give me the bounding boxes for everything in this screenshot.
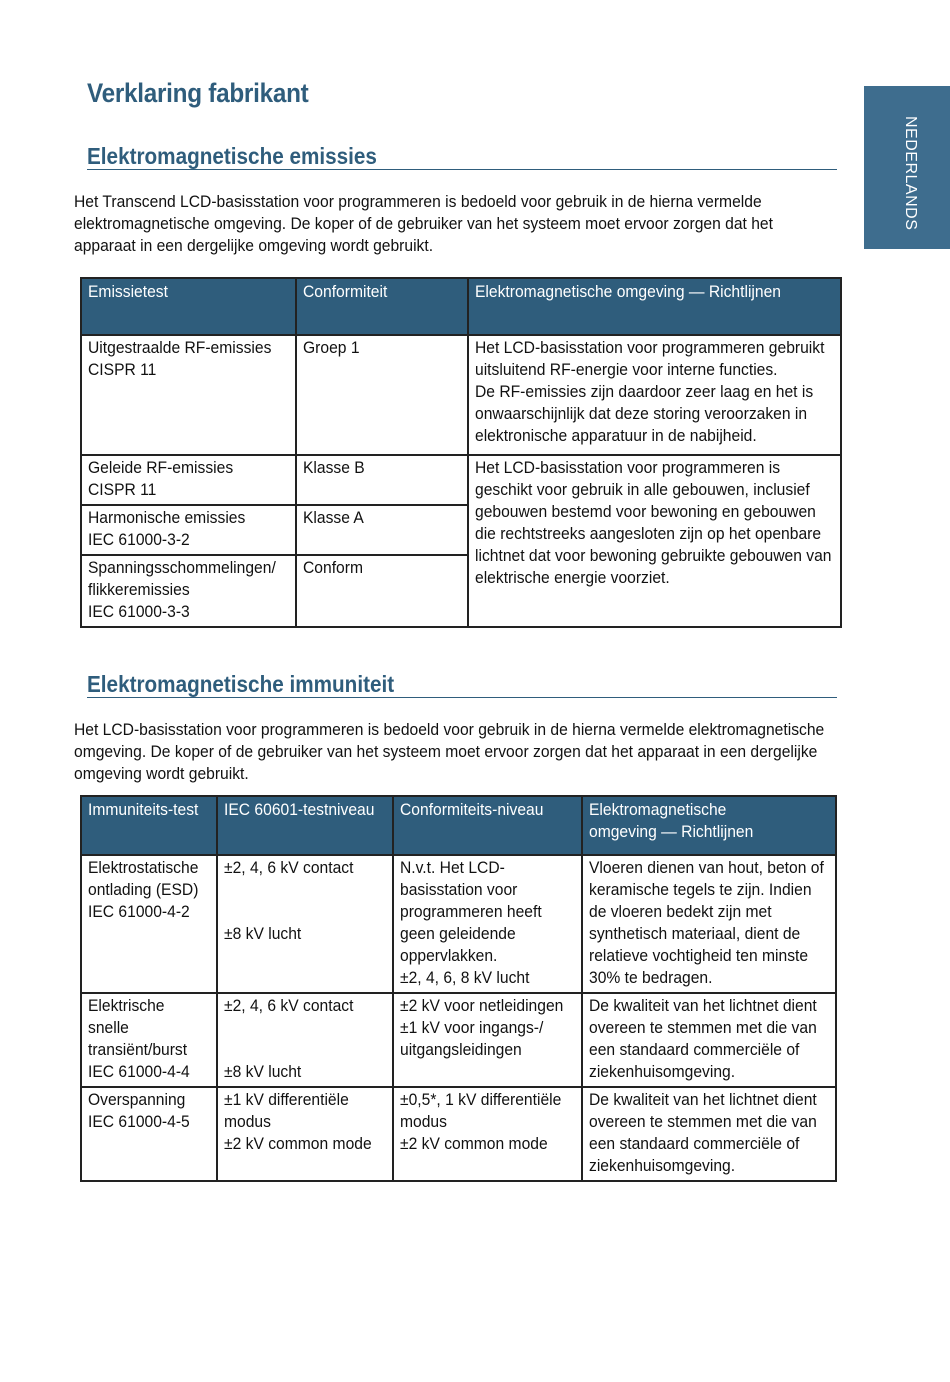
table-cell: ±2, 4, 6 kV contact ±8 kV lucht: [217, 993, 393, 1087]
table-cell: Het LCD-basisstation voor programmeren gebruikt uitsluitend RF-energie voor interne functies. De RF-emissies zijn daardoor zeer laag en het is onwaarschijnlijk dat deze storing veroorzaken in elektronische apparatuur in de nabijheid.: [468, 335, 841, 455]
table-cell: ±1 kV differentiële modus ±2 kV common mode: [217, 1087, 393, 1181]
table-cell: Vloeren dienen van hout, beton of keramische tegels te zijn. Indien de vloeren bedekt zijn met synthetisch materiaal, dient de relatieve vochtigheid ten minste 30% te bedragen.: [582, 855, 836, 993]
table-cell: Harmonische emissies IEC 61000-3-2: [81, 505, 296, 555]
table-cell: Uitgestraalde RF-emissies CISPR 11: [81, 335, 296, 455]
column-header: Elektromagnetische omgeving — Richtlijnen: [582, 796, 836, 855]
table-cell: Klasse B: [296, 455, 468, 505]
table-cell: Klasse A: [296, 505, 468, 555]
language-tab-label: NEDERLANDS: [902, 116, 919, 231]
immunity-intro: Het LCD-basisstation voor programmeren is bedoeld voor gebruik in de hierna vermelde elektromagnetische omgeving. De koper of de gebruiker van het systeem moet ervoor zorgen dat het apparaat in een dergelijke omgeving wordt gebruikt.: [74, 720, 825, 783]
emissions-table: [80, 277, 842, 628]
table-row: [81, 855, 836, 993]
emissions-intro: Het Transcend LCD-basisstation voor programmeren is bedoeld voor gebruik in de hierna vermelde elektromagnetische omgeving. De koper of de gebruiker van het systeem moet ervoor zorgen dat het apparaat in een dergelijke omgeving wordt gebruikt.: [74, 192, 773, 255]
column-header: Conformiteits-niveau: [393, 796, 582, 855]
table-cell: Geleide RF-emissies CISPR 11: [81, 455, 296, 505]
table-cell: N.v.t. Het LCD- basisstation voor programmeren heeft geen geleidende oppervlakken. ±2, 4, 6, 8 kV lucht: [393, 855, 582, 993]
immunity-table: [80, 795, 837, 1182]
section-heading-emissions: Elektromagnetische emissies: [87, 143, 837, 170]
table-cell: ±2, 4, 6 kV contact ±8 kV lucht: [217, 855, 393, 993]
column-header: Elektromagnetische omgeving — Richtlijnen: [468, 278, 841, 335]
table-cell: Groep 1: [296, 335, 468, 455]
table-cell: Elektrostatische ontlading (ESD) IEC 61000-4-2: [81, 855, 217, 993]
table-cell: De kwaliteit van het lichtnet dient overeen te stemmen met die van een standaard commerciële of ziekenhuisomgeving.: [582, 1087, 836, 1181]
column-header: Immuniteits-test: [81, 796, 217, 855]
column-header: Emissietest: [81, 278, 296, 335]
table-cell: Overspanning IEC 61000-4-5: [81, 1087, 217, 1181]
section-heading-immunity: Elektromagnetische immuniteit: [87, 671, 837, 698]
table-header-row: [81, 278, 841, 335]
page-title: Verklaring fabrikant: [87, 78, 309, 108]
column-header: IEC 60601-testniveau: [217, 796, 393, 855]
table-cell: Het LCD-basisstation voor programmeren is geschikt voor gebruik in alle gebouwen, inclusief gebouwen bestemd voor bewoning en gebouwen die rechtstreeks aangesloten zijn op het openbare lichtnet dat voor bewoning gebruikte gebouwen van elektrische energie voorziet.: [468, 455, 841, 627]
table-cell: Spanningsschommelingen/ flikkeremissies IEC 61000-3-3: [81, 555, 296, 627]
table-row: [81, 993, 836, 1087]
table-header-row: [81, 796, 836, 855]
table-row: [81, 1087, 836, 1181]
column-header: Conformiteit: [296, 278, 468, 335]
table-row: [81, 335, 841, 455]
table-row: [81, 455, 841, 505]
table-cell: ±0,5*, 1 kV differentiële modus ±2 kV common mode: [393, 1087, 582, 1181]
table-cell: Conform: [296, 555, 468, 627]
table-cell: De kwaliteit van het lichtnet dient overeen te stemmen met die van een standaard commerciële of ziekenhuisomgeving.: [582, 993, 836, 1087]
language-tab: [864, 86, 950, 249]
table-cell: Elektrische snelle transiënt/burst IEC 61000-4-4: [81, 993, 217, 1087]
table-cell: ±2 kV voor netleidingen ±1 kV voor ingangs-/ uitgangsleidingen: [393, 993, 582, 1087]
